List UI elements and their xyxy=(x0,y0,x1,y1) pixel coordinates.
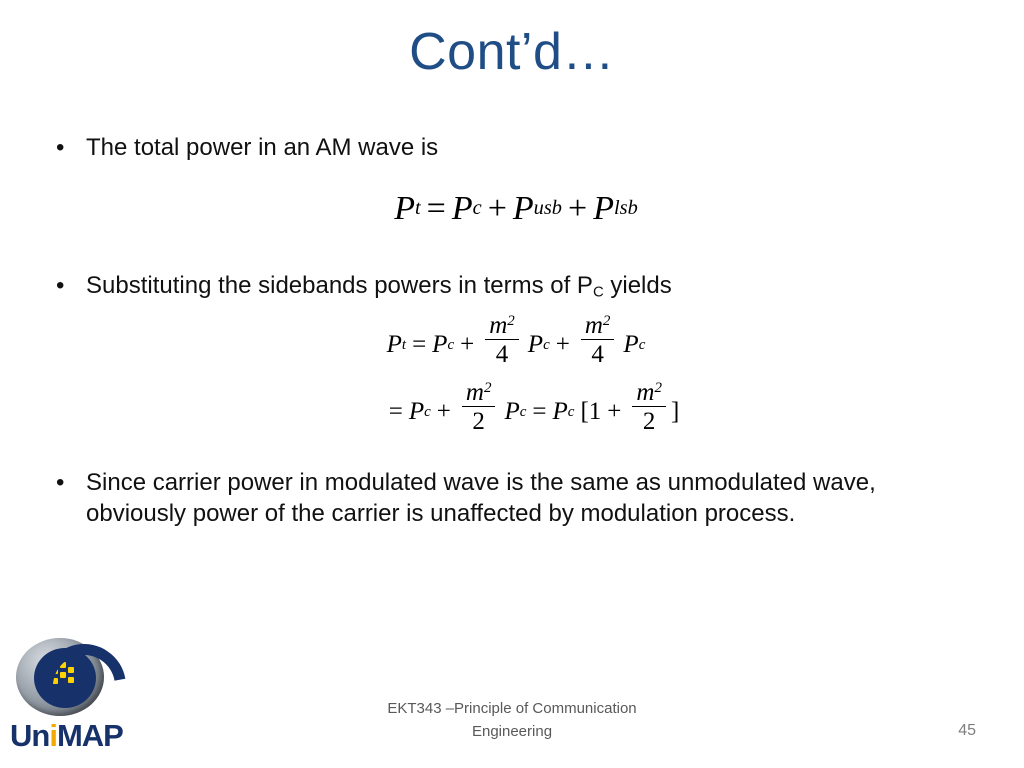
eq1-term3-sub: lsb xyxy=(613,197,638,220)
eq3-plus-2: + xyxy=(607,398,622,426)
eq3-equals-2: = xyxy=(532,398,547,426)
eq2-pc-var: P xyxy=(432,331,448,359)
eq1-term1-var: P xyxy=(451,189,473,227)
eq2-f1-pc-sub: c xyxy=(543,336,550,353)
eq3-pc2-sub: c xyxy=(567,403,575,420)
bullet-text-after: yields xyxy=(603,271,672,299)
eq1-term2-var: P xyxy=(512,189,534,227)
eq3-f-pc-var: P xyxy=(504,398,520,426)
eq1-equals: = xyxy=(426,189,446,227)
eq2-frac2-numerator xyxy=(581,313,615,339)
wordmark-part-1: Un xyxy=(10,718,50,753)
page-number: 45 xyxy=(958,722,976,739)
eq2-equals: = xyxy=(412,331,427,359)
eq3-frac1-num-sup: 2 xyxy=(483,379,492,396)
eq1-term1-sub: c xyxy=(472,197,482,220)
eq3-frac2-num-sup: 2 xyxy=(654,379,662,396)
eq3-f-pc-sub: c xyxy=(519,403,527,420)
eq1-lhs-var: P xyxy=(394,189,415,227)
bullet-marker: • xyxy=(56,134,65,161)
eq1-term3-var: P xyxy=(593,189,614,227)
eq3-frac1-num-var: m xyxy=(465,379,484,407)
eq2-pc-sub: c xyxy=(447,336,455,353)
footer xyxy=(0,698,1024,743)
equation-expanded xyxy=(56,312,976,374)
eq2-fraction-1 xyxy=(485,313,519,370)
unimap-logo xyxy=(8,636,136,760)
page-title: Cont’d… xyxy=(409,23,615,81)
eq1-term2-sub: usb xyxy=(533,197,562,220)
bullet-text-subscript: C xyxy=(592,284,604,301)
eq2-plus-2: + xyxy=(555,331,570,359)
bullet-text: The total power in an AM wave is xyxy=(86,134,439,161)
bullet-total-power xyxy=(56,132,976,164)
eq2-frac2-num-var: m xyxy=(584,312,603,340)
footer-line-2: Engineering xyxy=(471,722,553,740)
eq2-f2-pc-var: P xyxy=(623,331,639,359)
eq2-lhs-sub: t xyxy=(401,336,407,353)
eq3-frac2-denominator: 2 xyxy=(632,406,666,437)
bullet-text-before: Substituting the sidebands powers in terms of P xyxy=(86,271,593,299)
eq2-frac1-num-sup: 2 xyxy=(507,313,515,330)
eq2-plus-1: + xyxy=(460,331,475,359)
eq2-lhs-var: P xyxy=(386,331,402,359)
eq3-frac1-numerator xyxy=(462,380,496,406)
footer-line-1: EKT343 –Principle of Communication xyxy=(387,700,637,717)
eq2-frac1-numerator xyxy=(485,313,519,339)
eq2-frac1-denominator: 4 xyxy=(485,339,519,370)
eq2-frac2-num-sup: 2 xyxy=(602,313,611,330)
eq3-pc-sub: c xyxy=(424,403,431,420)
equation-total-power xyxy=(56,190,976,228)
eq2-f1-pc-var: P xyxy=(527,331,544,359)
eq3-pc2-var: P xyxy=(552,398,568,426)
eq3-frac2-numerator xyxy=(632,380,666,406)
bullet-marker: • xyxy=(56,271,65,299)
eq1-plus-2: + xyxy=(568,189,588,227)
unimap-wordmark xyxy=(10,718,123,754)
eq1-plus-1: + xyxy=(487,189,507,227)
eq3-bracket-close: ] xyxy=(670,398,680,426)
eq3-fraction-1 xyxy=(462,380,496,437)
wordmark-i: i xyxy=(49,718,57,753)
bullet-text: Since carrier power in modulated wave is the same as unmodulated wave, obviously power of the carrier is unaffected by modulation process. xyxy=(86,468,876,528)
equation-simplified xyxy=(56,379,976,441)
eq3-frac2-num-var: m xyxy=(636,379,655,407)
eq2-f2-pc-sub: c xyxy=(638,336,646,353)
eq3-equals-1: = xyxy=(388,398,403,426)
bullet-text xyxy=(86,270,976,303)
bullet-carrier-power xyxy=(56,467,976,530)
bullet-substituting xyxy=(56,270,976,303)
eq2-fraction-2 xyxy=(581,313,615,370)
eq3-bracket-open: [1 xyxy=(580,398,602,426)
eq3-frac1-denominator: 2 xyxy=(462,406,496,437)
bullet-marker: • xyxy=(56,468,65,496)
eq2-frac2-denominator: 4 xyxy=(581,339,615,370)
eq1-lhs-sub: t xyxy=(415,197,421,220)
slide-body xyxy=(56,132,976,530)
eq3-pc-var: P xyxy=(408,398,425,426)
wordmark-part-2: MAP xyxy=(56,718,123,753)
eq2-frac1-num-var: m xyxy=(489,312,508,340)
eq3-fraction-2 xyxy=(632,380,666,437)
eq3-plus-1: + xyxy=(436,398,451,426)
